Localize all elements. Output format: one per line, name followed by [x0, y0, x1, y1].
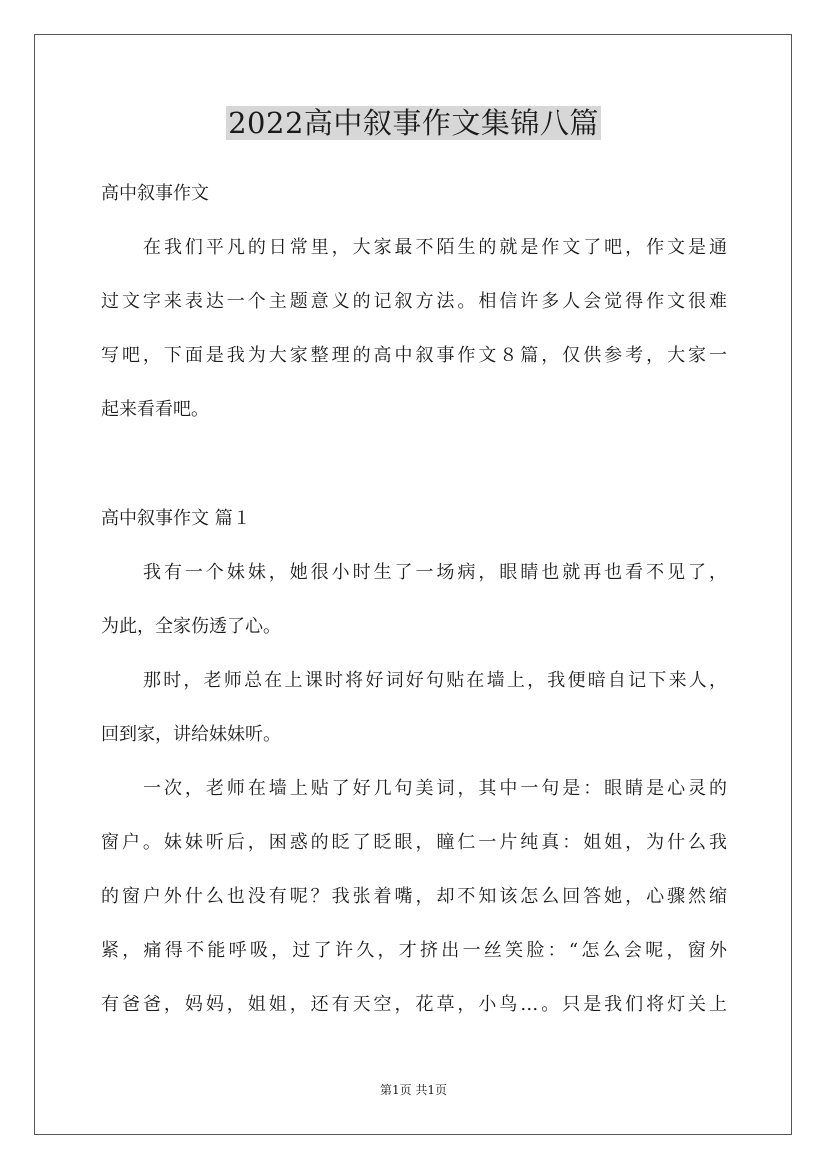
- body-line: 为此，全家伤透了心。: [101, 616, 281, 637]
- intro-line: 写吧，下面是我为大家整理的高中叙事作文８篇，仅供参考，大家一: [101, 345, 727, 366]
- intro-heading: 高中叙事作文: [101, 183, 209, 204]
- intro-line: 起来看看吧。: [101, 399, 209, 420]
- document-title-text: 2022高中叙事作文集锦八篇: [228, 106, 599, 140]
- body-line: 窗户。妹妹听后，困惑的眨了眨眼，瞳仁一片纯真：姐姐，为什么我: [101, 832, 727, 853]
- document-title: [0, 104, 827, 142]
- body-line: 我有一个妹妹，她很小时生了一场病，眼睛也就再也看不见了，: [143, 562, 727, 583]
- body-line: 那时，老师总在上课时将好词好句贴在墙上，我便暗自记下来人，: [143, 670, 727, 691]
- body-line: 一次，老师在墙上贴了好几句美词，其中一句是：眼睛是心灵的: [143, 778, 727, 799]
- page-footer: 第1页 共1页: [379, 1083, 448, 1097]
- section-heading: 高中叙事作文 篇１: [101, 508, 251, 529]
- body-line: 的窗户外什么也没有呢？我张着嘴，却不知该怎么回答她，心骤然缩: [101, 886, 727, 907]
- body-line: 回到家，讲给妹妹听。: [101, 724, 281, 745]
- body-line: 有爸爸，妈妈，姐姐，还有天空，花草，小鸟…。只是我们将灯关上: [101, 994, 727, 1015]
- intro-line: 在我们平凡的日常里，大家最不陌生的就是作文了吧，作文是通: [143, 237, 727, 258]
- intro-line: 过文字来表达一个主题意义的记叙方法。相信许多人会觉得作文很难: [101, 291, 727, 312]
- body-line: 紧，痛得不能呼吸，过了许久，才挤出一丝笑脸：“怎么会呢，窗外: [101, 940, 727, 961]
